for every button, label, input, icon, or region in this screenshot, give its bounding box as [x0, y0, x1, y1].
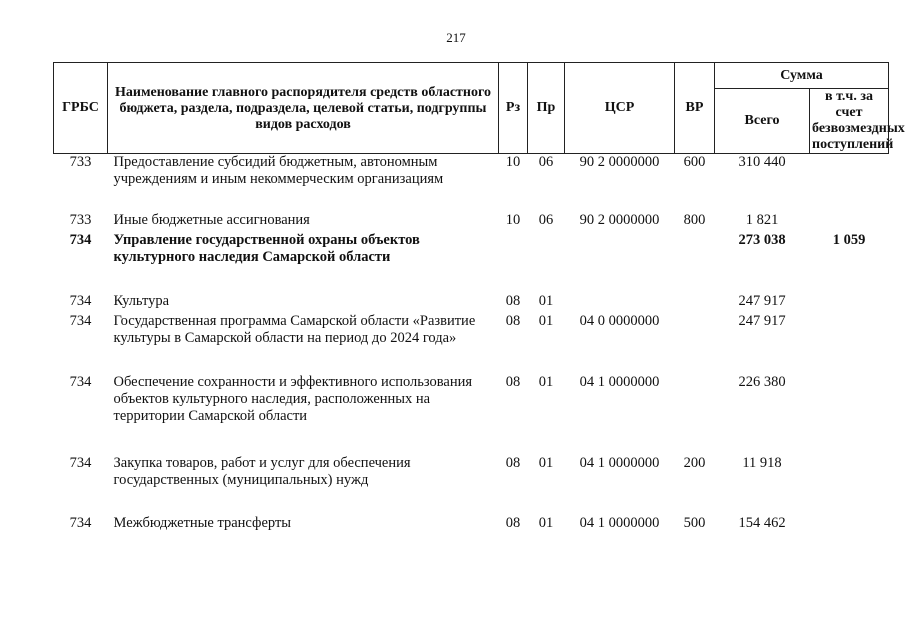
cell-free — [810, 154, 889, 212]
cell-free — [810, 374, 889, 455]
cell-grbs: 733 — [69, 211, 92, 228]
table-row — [54, 232, 889, 293]
cell-pr: 01 — [538, 292, 554, 309]
cell-pr — [528, 232, 565, 293]
cell-vr: 200 — [683, 454, 706, 471]
header-sum: Сумма — [715, 63, 889, 89]
table-row — [54, 293, 889, 313]
cell-vr: 800 — [683, 211, 706, 228]
header-grbs: ГРБС — [54, 63, 108, 154]
table-row — [54, 154, 889, 212]
cell-rz: 10 — [505, 154, 521, 170]
cell-grbs: 734 — [69, 231, 92, 248]
cell-free — [810, 293, 889, 313]
cell-total: 226 380 — [738, 373, 786, 390]
cell-rz: 08 — [505, 454, 521, 471]
cell-name: Обеспечение сохранности и эффективного использования объектов культурного наследия, расположенных на территории Самарской области — [113, 373, 473, 424]
page-number: 217 — [446, 30, 466, 45]
cell-name: Межбюджетные трансферты — [113, 514, 292, 531]
cell-total: 273 038 — [738, 231, 786, 248]
cell-total: 1 821 — [745, 211, 779, 228]
cell-name: Управление государственной охраны объектов культурного наследия Самарской области — [113, 231, 420, 265]
cell-rz: 08 — [505, 312, 521, 329]
cell-rz: 08 — [505, 373, 521, 390]
cell-total: 247 917 — [738, 292, 786, 309]
table-row — [54, 455, 889, 515]
budget-table — [53, 62, 905, 535]
cell-pr: 01 — [538, 312, 554, 329]
cell-name: Закупка товаров, работ и услуг для обеспечения государственных (муниципальных) нужд — [113, 454, 411, 488]
cell-grbs: 734 — [69, 312, 92, 329]
cell-pr: 06 — [538, 154, 554, 170]
cell-pr: 06 — [538, 211, 554, 228]
header-total: Всего — [715, 89, 810, 154]
cell-name: Государственная программа Самарской области «Развитие культуры в Самарской области на период до 2024 года» — [113, 312, 476, 346]
cell-free — [810, 313, 889, 374]
cell-csr — [565, 232, 675, 293]
cell-name: Иные бюджетные ассигнования — [113, 211, 310, 228]
table-header — [54, 63, 905, 154]
header-vr: ВР — [675, 63, 715, 154]
cell-csr: 04 0 0000000 — [579, 312, 660, 329]
cell-total: 247 917 — [738, 312, 786, 329]
cell-vr: 500 — [683, 514, 706, 531]
cell-pr: 01 — [538, 454, 554, 471]
header-csr: ЦСР — [565, 63, 675, 154]
cell-vr — [675, 313, 715, 374]
cell-rz: 08 — [505, 292, 521, 309]
cell-vr — [675, 293, 715, 313]
cell-csr: 90 2 0000000 — [579, 154, 660, 170]
cell-csr: 04 1 0000000 — [579, 514, 660, 531]
cell-total: 310 440 — [738, 154, 786, 170]
cell-vr — [675, 232, 715, 293]
table-row — [54, 212, 889, 232]
cell-csr: 04 1 0000000 — [579, 454, 660, 471]
cell-pr: 01 — [538, 514, 554, 531]
cell-name: Предоставление субсидий бюджетным, автономным учреждениям и иным некоммерческим организациям — [113, 154, 444, 187]
cell-grbs: 734 — [69, 373, 92, 390]
table-row — [54, 374, 889, 455]
cell-total: 154 462 — [738, 514, 786, 531]
cell-rz: 10 — [505, 211, 521, 228]
cell-vr — [675, 374, 715, 455]
cell-free — [810, 515, 889, 535]
cell-free — [810, 455, 889, 515]
table-body — [54, 154, 889, 535]
cell-csr: 90 2 0000000 — [579, 211, 660, 228]
header-free: в т.ч. за счет безвозмездных поступлений — [810, 89, 889, 154]
cell-csr: 04 1 0000000 — [579, 373, 660, 390]
header-name: Наименование главного распорядителя средств областного бюджета, раздела, подраздела, целевой статьи, подгруппы видов расходов — [108, 63, 499, 154]
table-row — [54, 515, 889, 535]
cell-vr: 600 — [683, 154, 706, 170]
cell-rz: 08 — [505, 514, 521, 531]
table-row — [54, 313, 889, 374]
cell-rz — [499, 232, 528, 293]
header-rz: Рз — [499, 63, 528, 154]
cell-csr — [565, 293, 675, 313]
cell-free — [810, 212, 889, 232]
cell-grbs: 734 — [69, 514, 92, 531]
header-pr: Пр — [528, 63, 565, 154]
cell-total: 11 918 — [742, 454, 782, 471]
cell-grbs: 733 — [69, 154, 92, 170]
cell-grbs: 734 — [69, 292, 92, 309]
cell-name: Культура — [113, 292, 170, 309]
cell-grbs: 734 — [69, 454, 92, 471]
cell-free: 1 059 — [832, 231, 866, 248]
cell-pr: 01 — [538, 373, 554, 390]
